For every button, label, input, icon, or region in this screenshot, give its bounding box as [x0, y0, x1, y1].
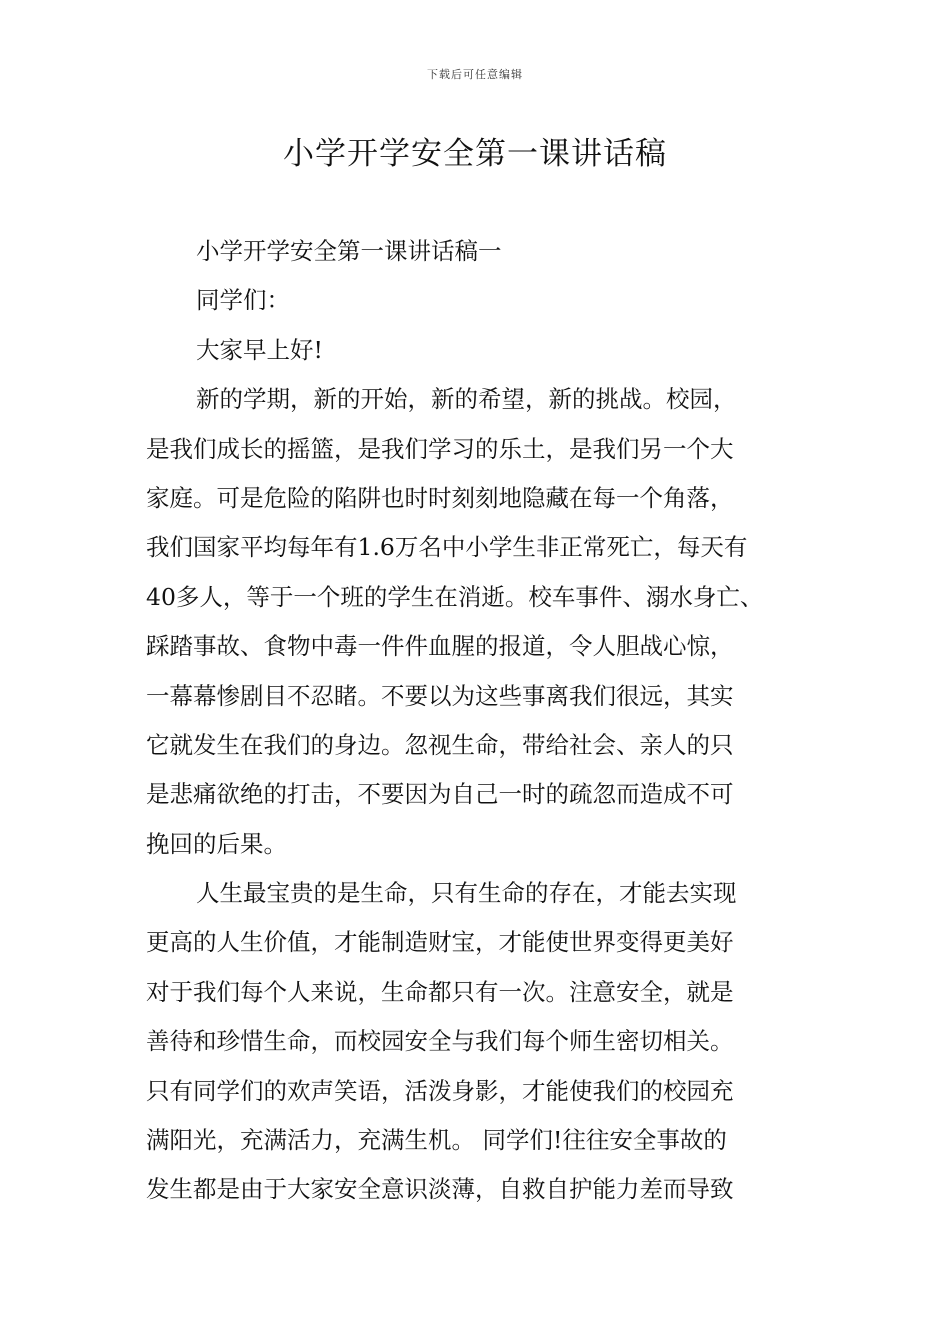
body-line: 只有同学们的欢声笑语，活泼身影，才能使我们的校园充 — [146, 1076, 734, 1105]
body-line: 善待和珍惜生命，而校园安全与我们每个师生密切相关。 — [146, 1027, 734, 1056]
body-line: 满阳光，充满活力，充满生机。 同学们!往往安全事故的 — [146, 1126, 727, 1155]
header-note: 下载后可任意编辑 — [427, 68, 523, 81]
body-line: 小学开学安全第一课讲话稿一 — [196, 237, 502, 265]
body-line: 家庭。可是危险的陷阱也时时刻刻地隐藏在每一个角落， — [146, 483, 734, 512]
body-line: 一幕幕惨剧目不忍睹。不要以为这些事离我们很远，其实 — [146, 681, 734, 710]
body-line: 踩踏事故、食物中毒一件件血腥的报道，令人胆战心惊， — [146, 632, 734, 661]
body-line: 人生最宝贵的是生命，只有生命的存在，才能去实现 — [196, 879, 737, 908]
body-line: 是我们成长的摇篮，是我们学习的乐土，是我们另一个大 — [146, 434, 734, 463]
document-title: 小学开学安全第一课讲话稿 — [283, 136, 667, 172]
body-line: 是悲痛欲绝的打击，不要因为自己一时的疏忽而造成不可 — [146, 780, 734, 809]
body-line: 发生都是由于大家安全意识淡薄，自救自护能力差而导致 — [146, 1175, 734, 1204]
document-body — [146, 227, 826, 1215]
body-line: 对于我们每个人来说，生命都只有一次。注意安全，就是 — [146, 977, 734, 1006]
body-line: 它就发生在我们的身边。忽视生命，带给社会、亲人的只 — [146, 730, 734, 759]
body-line: 我们国家平均每年有1.6万名中小学生非正常死亡，每天有 — [146, 533, 748, 562]
body-line: 更高的人生价值，才能制造财宝，才能使世界变得更美好 — [146, 928, 734, 957]
body-line: 大家早上好! — [196, 335, 323, 364]
body-line: 同学们： — [196, 286, 290, 315]
body-line: 40多人，等于一个班的学生在消逝。校车事件、溺水身亡、 — [146, 582, 764, 611]
body-line: 挽回的后果。 — [146, 829, 287, 858]
body-line: 新的学期，新的开始，新的希望，新的挑战。校园， — [196, 385, 737, 414]
